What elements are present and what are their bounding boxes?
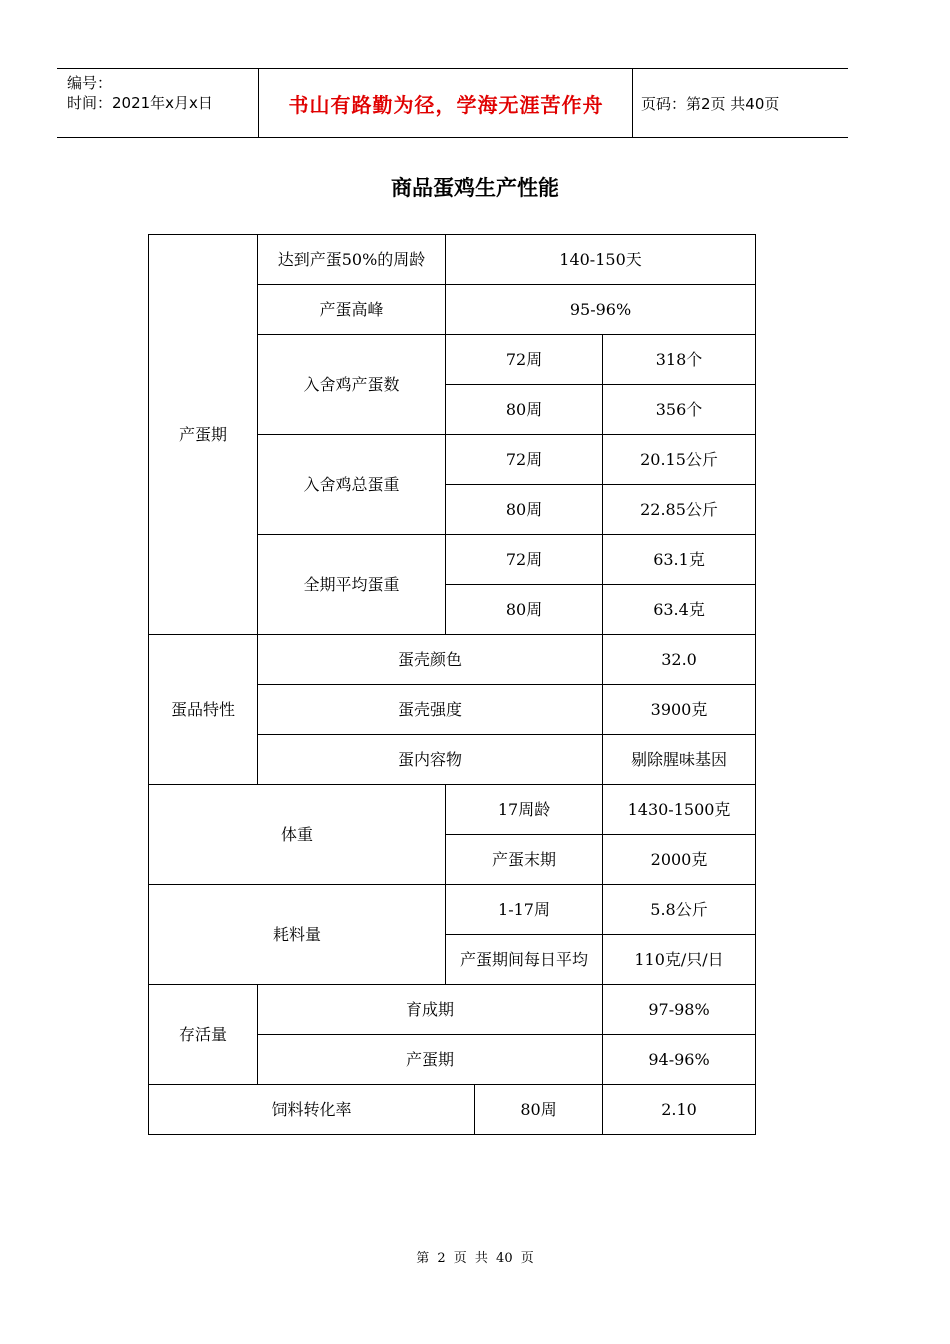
row-label: 蛋内容物 [258,735,603,785]
section-body-weight: 体重 [149,785,446,885]
row-label: 产蛋高峰 [258,285,446,335]
week-cell: 72周 [446,535,603,585]
header-motto: 书山有路勤为径，学海无涯苦作舟 [288,92,604,117]
value-cell: 32.0 [603,635,756,685]
row-label: 入舍鸡总蛋重 [258,435,446,535]
row-label: 产蛋期 [258,1035,603,1085]
header-meta [67,73,213,113]
value-cell: 剔除腥味基因 [603,735,756,785]
page-footer: 第 2 页 共 40 页 [416,1251,534,1266]
value-cell: 5.8公斤 [603,885,756,935]
header-page-number: 页码：第2页 共40页 [641,94,780,113]
value-cell: 22.85公斤 [603,485,756,535]
header-divider [632,69,633,137]
row-label: 产蛋期间每日平均 [446,935,603,985]
table-row [149,885,756,935]
row-label: 全期平均蛋重 [258,535,446,635]
section-laying: 产蛋期 [149,235,258,635]
week-cell: 80周 [446,485,603,535]
week-cell: 72周 [446,435,603,485]
value-cell: 356个 [603,385,756,435]
section-feed: 耗料量 [149,885,446,985]
table-row [149,985,756,1035]
value-cell: 3900克 [603,685,756,735]
week-cell: 72周 [446,335,603,385]
document-number-label: 编号： [67,74,113,92]
performance-table [148,234,756,1135]
row-label: 达到产蛋50%的周龄 [258,235,446,285]
value-cell: 94-96% [603,1035,756,1085]
value-cell: 1430-1500克 [603,785,756,835]
row-value: 140-150天 [446,235,756,285]
table-row [149,785,756,835]
value-cell: 63.1克 [603,535,756,585]
page-header [57,68,848,138]
row-label: 蛋壳强度 [258,685,603,735]
value-cell: 2.10 [603,1085,756,1135]
value-cell: 20.15公斤 [603,435,756,485]
row-label: 育成期 [258,985,603,1035]
row-label: 蛋壳颜色 [258,635,603,685]
week-cell: 80周 [475,1085,603,1135]
section-livability: 存活量 [149,985,258,1085]
value-cell: 97-98% [603,985,756,1035]
week-cell: 80周 [446,585,603,635]
value-cell: 63.4克 [603,585,756,635]
week-cell: 80周 [446,385,603,435]
page-title: 商品蛋鸡生产性能 [391,175,559,200]
value-cell: 2000克 [603,835,756,885]
row-label: 产蛋末期 [446,835,603,885]
row-label: 入舍鸡产蛋数 [258,335,446,435]
table-row [149,1085,756,1135]
table-row [149,235,756,285]
row-value: 95-96% [446,285,756,335]
value-cell: 110克/只/日 [603,935,756,985]
table-row [149,635,756,685]
section-egg-quality: 蛋品特性 [149,635,258,785]
value-cell: 318个 [603,335,756,385]
section-fcr: 饲料转化率 [149,1085,475,1135]
row-label: 1-17周 [446,885,603,935]
document-date: 时间：2021年x月x日 [67,94,213,112]
row-label: 17周龄 [446,785,603,835]
